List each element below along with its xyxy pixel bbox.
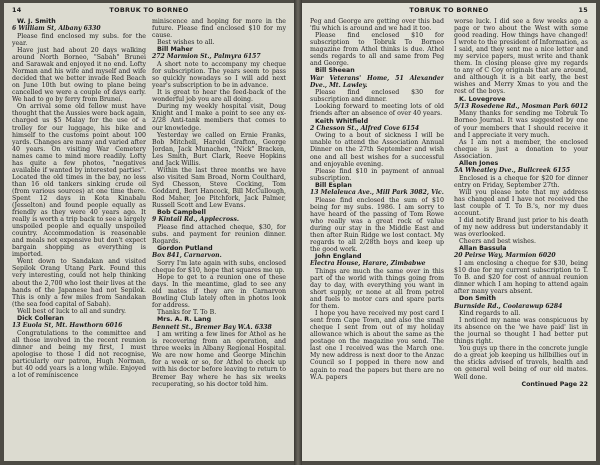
letter-paragraph: Enclosed is a cheque for $20 for dinner entry on Friday, September 27th. [454,174,588,189]
letter-paragraph: You guys up there in the concrete jungle do a great job keeping us hillbillies out in the sticks advised of travels, health and on general well being of our old mates. Well done. [454,345,588,381]
right-running-title: TOBRUK TO BORNEO [409,6,489,14]
letter-paragraph: On arrival some old fellow must have thought that the Aussies were back again, charged us $5 Malay for the use of a trolley for our luggage, his bike and himself to the customs point about 100 yards. Changes are many and varied after 40 years. On visiting War Cemetery names came to mind more readily. Lofty has quite a few photos, "negatives available if wanted by interested parties". Located the old times in the bay, no less than 16 old tankers sinking crude oil (from various sources) at one time there. Spent 12 days in Kota Kinabalu (Jesselton) and found people equally as friendly as they were 40 years ago. It really is worth a trip back to see a largely unspoiled people and equally unspoiled country. Accommodation is reasonable and meals not expensive but don't expect bargain shopping as everything is imported. [12,103,146,259]
letter-paragraph: Please find enclosed the sum of $10 being for my subs. 1986. I am sorry to have heard of the passing of Tom Rowe who really was a great rock of value during our stay in the Middle East and then after Ruin Ridge we lost contact. My regards to all 2/28th boys and keep up the good work. [310,196,444,253]
letter-address: Bennett St., Bremer Bay W.A. 6338 [152,323,272,331]
left-page [4,3,294,461]
letter-paragraph: A short note to accompany my cheque for subscription. The years seem to pass so quickly nowadays so I will add next year's subscription to be in advance. [152,61,286,90]
letter-paragraph: Within the last three months we have also visited Sam Broad, Norm Coulthard, Syd Chesson, Steve Cocking, Tom Goddard, Bert Hancock, Bill McCullough, Rod Maher, Joe Pitchfork, Jack Palmer, Russell Scott and Lew Evans. [152,166,286,210]
letter-author: Dick Colleran [17,314,64,322]
right-page [302,3,596,461]
letter-paragraph: Peg and George are getting over this bad 'flu which is around and we had it too. [310,18,444,33]
letter-author: Keith Whitfield [315,117,369,125]
letter-address: Burnside Rd., Coolarawup 6284 [454,302,563,310]
letter-author: Bill Sheean [315,67,355,75]
letter-author: K. Lovegrove [459,95,506,103]
letter-paragraph: As I am not a member, the enclosed cheque is just a donation to your Association. [454,138,588,160]
left-page-number: 14 [12,6,22,14]
letter-address: 20 Peirse Way, Marmion 6020 [454,252,556,260]
letter-paragraph: Please find attached cheque, $30, for subs. and payment for reunion dinner. Regards. [152,223,286,246]
letter-address: 2 Chesson St., Alfred Cove 6154 [310,124,420,132]
letter-address: 13 Melaleuca Ave., Mill Park 3082, Vic. [310,189,444,197]
left-column-1 [12,18,146,457]
letter-paragraph: miniscence and hoping for more in the future. Please find enclosed $10 for my cause. [152,18,286,40]
right-columns [310,18,588,457]
letter-paragraph: Many thanks for sending me Tobruk To Borneo Journal. It was suggested by one of your members that I should receive it and I appreciate it very much. [454,110,588,139]
letter-author: Don Smith [459,295,496,303]
left-running-title: TOBRUK TO BORNEO [109,6,189,14]
letter-paragraph: Yesterday we called on Ernie Franks, Bob Mitchell, Harold Grafton, George Jordan, Jack Munachen, "Nick" Bracken, Les Smith, Burt Clark, Reeve Hopkins and Jack Willis. [152,131,286,167]
letter-address: 6 William St, Albany 6330 [12,25,101,33]
letter-address: War Veterans' Home, 51 Alexander Dve., Mt. Lawley. [310,74,444,89]
left-column-2 [152,18,286,457]
letter-paragraph: Will you please note that my address has changed and I have not received the last couple of T. To B.'s, nor my dues account. [454,188,588,217]
left-columns [12,18,286,457]
letter-paragraph: Sorry I'm late again with subs, enclosed cheque for $10, hope that squares me up. [152,259,286,275]
letter-paragraph: It is great to hear the feed-back of the wonderful job you are all doing. [152,89,286,104]
right-column-1 [310,18,444,457]
letter-author: Allan Bassula [459,245,507,253]
continued-note: Continued Page 22 [521,380,588,388]
left-running-head [12,6,286,16]
letter-paragraph: I am writing a few lines for Athol as he is recovering from an operation, and three weeks in Albany Regional Hospital. We are now home and George Minchin for a week or so, for Athol to check up with his doctor before leaving to return to Bremer Bay where he has six weeks recuperating, so his doctor told him. [152,331,286,388]
letter-paragraph: Went down to Sandakan and visited Sepilok Orang Utang Park. Found this very interesting, could not help thinking about the 2,700 who lost their lives at the hands of the Japanese had not Sepilok. This is only a few miles from Sandakan (the sea food capital of Sabah). [12,258,146,308]
letter-address: Electra House, Harare, Zimbabwe [310,260,426,268]
letter-paragraph: Please find enclosed my subs. for the year. [12,32,146,47]
letter-paragraph: Owing to a bout of sickness I will be unable to attend the Association Annual Dinner on the 27th September and wish one and all best wishes for a successful and enjoyable evening. [310,132,444,168]
right-page-number: 15 [578,6,588,14]
letter-paragraph: I am enclosing a cheque for $30, being $10 due for my current subscription to T. To B. and $20 for cost of annual reunion dinner which I am hoping to attend again after many years absent. [454,259,588,296]
letter-author: Mrs. A. R. Lang [157,316,212,324]
letter-paragraph: worse luck. I did see a few weeks ago a page or two about the West with some good reading. How things have changed! I wrote to the president of Information, as I said, and they sent me a nice letter and my service papers, must write and thank them. In closing please give my regards to any of C Coy originals that are around, and although it is a bit early, the best wishes and Merry Xmas to you and the rest of the boys. [454,18,588,96]
letter-paragraph: I hope you have received my post card I sent from Cape Town, and also the small cheque I sent from out of my holiday allowance which is about the same as the postage on the magazine you send. The last one I received was the March one. My new address is next door to the Anzac Council so I popped in there now and again to read the papers but there are no W.A. papers [310,310,444,381]
letter-paragraph: Please find $10 in payment of annual subscription. [310,167,444,182]
letter-author: Bob Campbell [157,209,206,217]
right-column-2 [454,18,588,457]
letter-author: W. J. Smith [17,18,56,25]
letter-address: 5A Wheatley Dve., Bullcreek 6155 [454,167,571,175]
letter-paragraph: Best wishes to all. [157,39,215,47]
letter-author: Gordon Putland [157,245,213,253]
letter-paragraph: Congratulations to the committee and all those involved in the recent reunion dinner and being my first, I must apologise to those I did not recognise, particularly our patron, Hugh Norman, but 40 odd years is a long while. Enjoyed a lot of reminiscence [12,329,146,379]
letter-paragraph: Looking forward to meeting lots of old friends after an absence of over 40 years. [310,103,444,118]
letter-paragraph: Kind regards to all. [459,310,521,318]
letter-paragraph: Please find enclosed $10 for subscription to Tobruk To Borneo magazine from Athol thinks is due. Athol sends regards to all and same from Peg and George. [310,32,444,68]
letter-address: Box 841, Carnarvon. [152,252,222,260]
letter-author: Allen Jones [459,159,499,167]
letter-paragraph: I did notify Brand just prior to his death of my new address but understandably it was overlooked. [454,216,588,238]
letter-author: Bill Esplan [315,181,352,189]
letter-paragraph: Hope to get to a reunion one of these days. In the meantime, glad to see any old mates if they are in Carnarvon Bowling Club lately often in photos look for address. [152,274,286,310]
letter-paragraph: Thanks for T. To B. [157,309,217,317]
letter-author: Bill Maher [157,46,193,54]
letter-paragraph: Have just had about 20 days walking around North Borneo, "Sabah" Brunei and Sarawak and enjoyed it no end. Lofty Norman and his wife and myself and wife decided that we better invade Red Beach on June 10th but owing to plane being cancelled we were a couple of days early. We had to go by ferry from Brunei. [12,46,146,104]
letter-author: John England [315,252,362,260]
letter-paragraph: Cheers and best wishes. [459,238,537,246]
letter-paragraph: Well best of luck to all and sundry. [17,307,127,315]
letter-paragraph: During my weekly hospital visit, Doug Knight and I make a point to see any ex-2/28 Anti-tank members that comes to our knowledge. [152,103,286,132]
letter-address: 272 Marmion St., Palmyra 6157 [152,53,261,61]
book-gutter [294,0,302,465]
letter-paragraph: I noticed my name was conspicuous by its absence on the 'we have paid' list in the journal so thought I had better put things right. [454,317,588,346]
letter-address: 13 Euola St, Mt. Hawthorn 6016 [12,322,123,330]
letter-address: 9 Kintail Rd., Applecross. [152,216,240,224]
right-running-head [310,6,588,16]
letter-address: 5/13 Rosedene Rd., Mosman Park 6012 [454,102,588,110]
letter-paragraph: Things are much the same over in this part of the world with things going from day to day, with everything you want in short supply, or none at all from petrol and fuels to motor cars and spare parts for them. [310,267,444,311]
letter-paragraph: Please find enclosed $30 for subscription and dinner. [310,89,444,104]
